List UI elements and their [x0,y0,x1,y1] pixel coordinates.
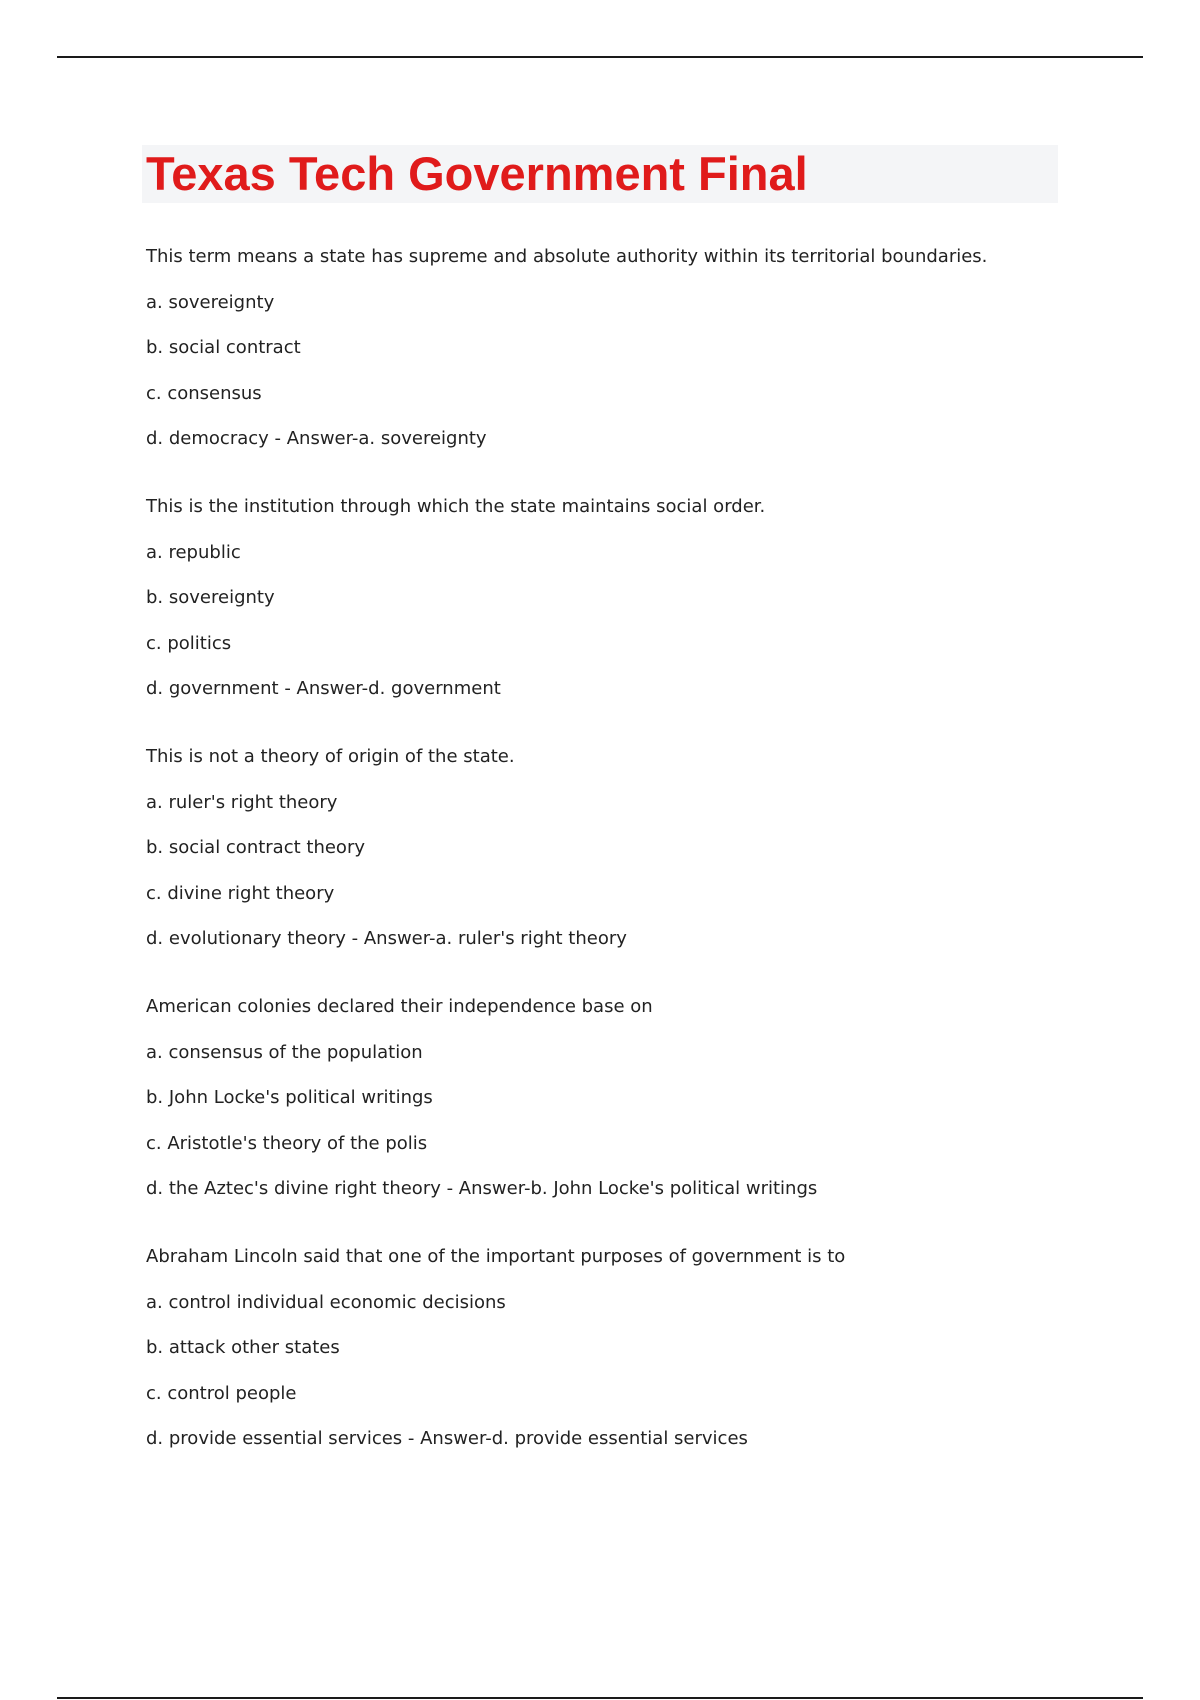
option-c: c. control people [146,1382,297,1404]
question-prompt: American colonies declared their independence base on [146,996,653,1017]
top-rule [57,56,1143,58]
document-title: Texas Tech Government Final [146,147,808,200]
question-prompt: This term means a state has supreme and absolute authority within its territorial boundaries. [146,246,988,267]
option-c: c. politics [146,632,232,654]
option-c: c. Aristotle's theory of the polis [146,1132,428,1154]
question-1 [146,246,1106,450]
question-2 [146,496,1106,700]
question-4 [146,996,1106,1200]
option-d-with-answer: d. government - Answer-d. government [146,678,501,699]
option-b: b. attack other states [146,1337,340,1358]
option-c: c. divine right theory [146,882,335,904]
option-d-with-answer: d. democracy - Answer-a. sovereignty [146,428,487,449]
question-3 [146,746,1106,950]
option-d-with-answer: d. provide essential services - Answer-d. provide essential services [146,1428,748,1449]
option-d-with-answer: d. evolutionary theory - Answer-a. ruler's right theory [146,928,627,949]
option-d-with-answer: d. the Aztec's divine right theory - Answer-b. John Locke's political writings [146,1178,818,1199]
question-prompt: Abraham Lincoln said that one of the important purposes of government is to [146,1246,846,1267]
option-a: a. republic [146,541,241,563]
option-a: a. control individual economic decisions [146,1291,506,1313]
option-a: a. consensus of the population [146,1041,423,1063]
option-b: b. social contract theory [146,837,365,858]
option-b: b. sovereignty [146,587,275,608]
question-prompt: This is the institution through which the state maintains social order. [146,496,766,517]
question-prompt: This is not a theory of origin of the state. [146,746,515,767]
question-5 [146,1246,1106,1450]
question-list [146,246,1106,1496]
option-a: a. sovereignty [146,291,275,313]
option-b: b. John Locke's political writings [146,1087,433,1108]
option-c: c. consensus [146,382,262,404]
option-b: b. social contract [146,337,301,358]
option-a: a. ruler's right theory [146,791,338,813]
bottom-rule [57,1697,1143,1699]
